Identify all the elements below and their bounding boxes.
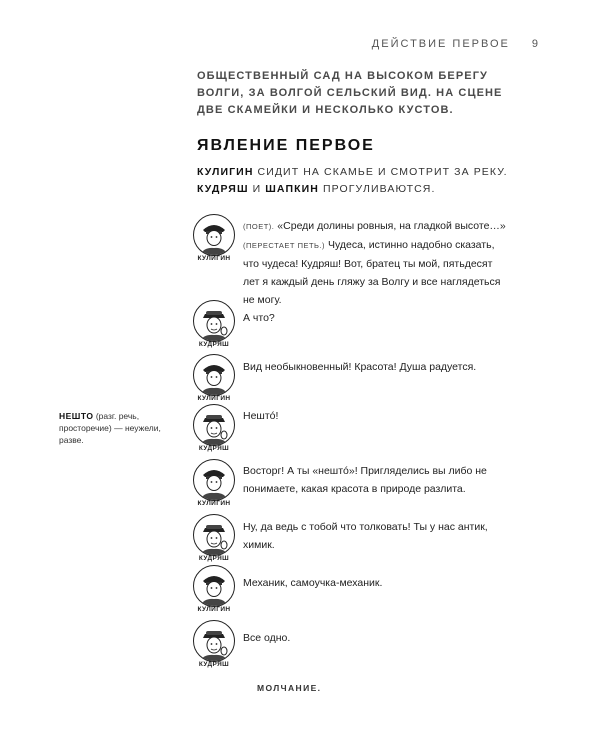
speech-text xyxy=(243,217,509,309)
kudryash-portrait-icon xyxy=(193,300,235,342)
kuligin-portrait-icon xyxy=(193,354,235,396)
speech-text: Ну, да ведь с тобой что толковать! Ты у нас антик, химик. xyxy=(243,521,488,551)
stage-remark: (ПЕРЕСТАЕТ ПЕТЬ.) xyxy=(243,241,326,250)
kudryash-portrait-icon xyxy=(193,404,235,446)
speech-text: Вид необыкновенный! Красота! Душа радуется. xyxy=(243,361,477,373)
speaker-label: КУЛИГИН xyxy=(197,255,231,262)
speaker-label: КУДРЯШ xyxy=(198,445,230,452)
kuligin-portrait-icon xyxy=(193,214,235,256)
glossary-term: НЕШТО xyxy=(59,411,94,421)
speaker-label: КУЛИГИН xyxy=(197,606,231,613)
speech-text: Все одно. xyxy=(243,632,291,644)
direction-text: ПРОГУЛИВАЮТСЯ. xyxy=(318,183,436,195)
speech-text: Нештó! xyxy=(243,410,279,422)
scene-title: ЯВЛЕНИЕ ПЕРВОЕ xyxy=(197,137,375,154)
stage-remark: (ПОЕТ). xyxy=(243,222,275,231)
speaker-label: КУЛИГИН xyxy=(197,500,231,507)
glossary-note xyxy=(59,410,169,446)
speaker-label: КУЛИГИН xyxy=(197,395,231,402)
speech-part: «Среди долины ровныя, на гладкой высоте…» xyxy=(274,220,506,232)
speech-text: Восторг! А ты «нештó»! Пригляделись вы либо не понимаете, какая красота в природе разлита. xyxy=(243,465,487,495)
stage-silence: МОЛЧАНИЕ. xyxy=(257,683,322,693)
glossary-definition: (разг. речь, просторечие) — неужели, разве. xyxy=(59,411,161,445)
speech-text: А что? xyxy=(243,312,275,324)
character-name: КУДРЯШ xyxy=(197,183,249,195)
speaker-label: КУДРЯШ xyxy=(198,555,230,562)
kuligin-portrait-icon xyxy=(193,459,235,501)
character-name: КУЛИГИН xyxy=(197,166,254,178)
speaker-label: КУДРЯШ xyxy=(198,661,230,668)
kudryash-portrait-icon xyxy=(193,514,235,556)
running-head xyxy=(372,38,538,50)
speech-text: Механик, самоучка-механик. xyxy=(243,577,383,589)
kuligin-portrait-icon xyxy=(193,565,235,607)
direction-text: СИДИТ НА СКАМЬЕ И СМОТРИТ ЗА РЕКУ. xyxy=(253,166,508,178)
character-name: ШАПКИН xyxy=(265,183,319,195)
speech-part: Чудеса, истинно надобно сказать, что чудеса! Кудряш! Вот, братец ты мой, пятьдесят лет я каждый день гляжу за Волгу и все наглядеться не могу. xyxy=(243,239,501,306)
scene-direction xyxy=(197,164,527,198)
kudryash-portrait-icon xyxy=(193,620,235,662)
page-number: 9 xyxy=(531,38,538,50)
act-title: ДЕЙСТВИЕ ПЕРВОЕ xyxy=(371,38,510,50)
direction-text: И xyxy=(248,183,266,195)
speaker-label: КУДРЯШ xyxy=(198,341,230,348)
stage-direction: ОБЩЕСТВЕННЫЙ САД НА ВЫСОКОМ БЕРЕГУ ВОЛГИ, ЗА ВОЛГОЙ СЕЛЬСКИЙ ВИД. НА СЦЕНЕ ДВЕ СКАМЕЙКИ И НЕСКОЛЬКО КУСТОВ. xyxy=(197,70,503,116)
